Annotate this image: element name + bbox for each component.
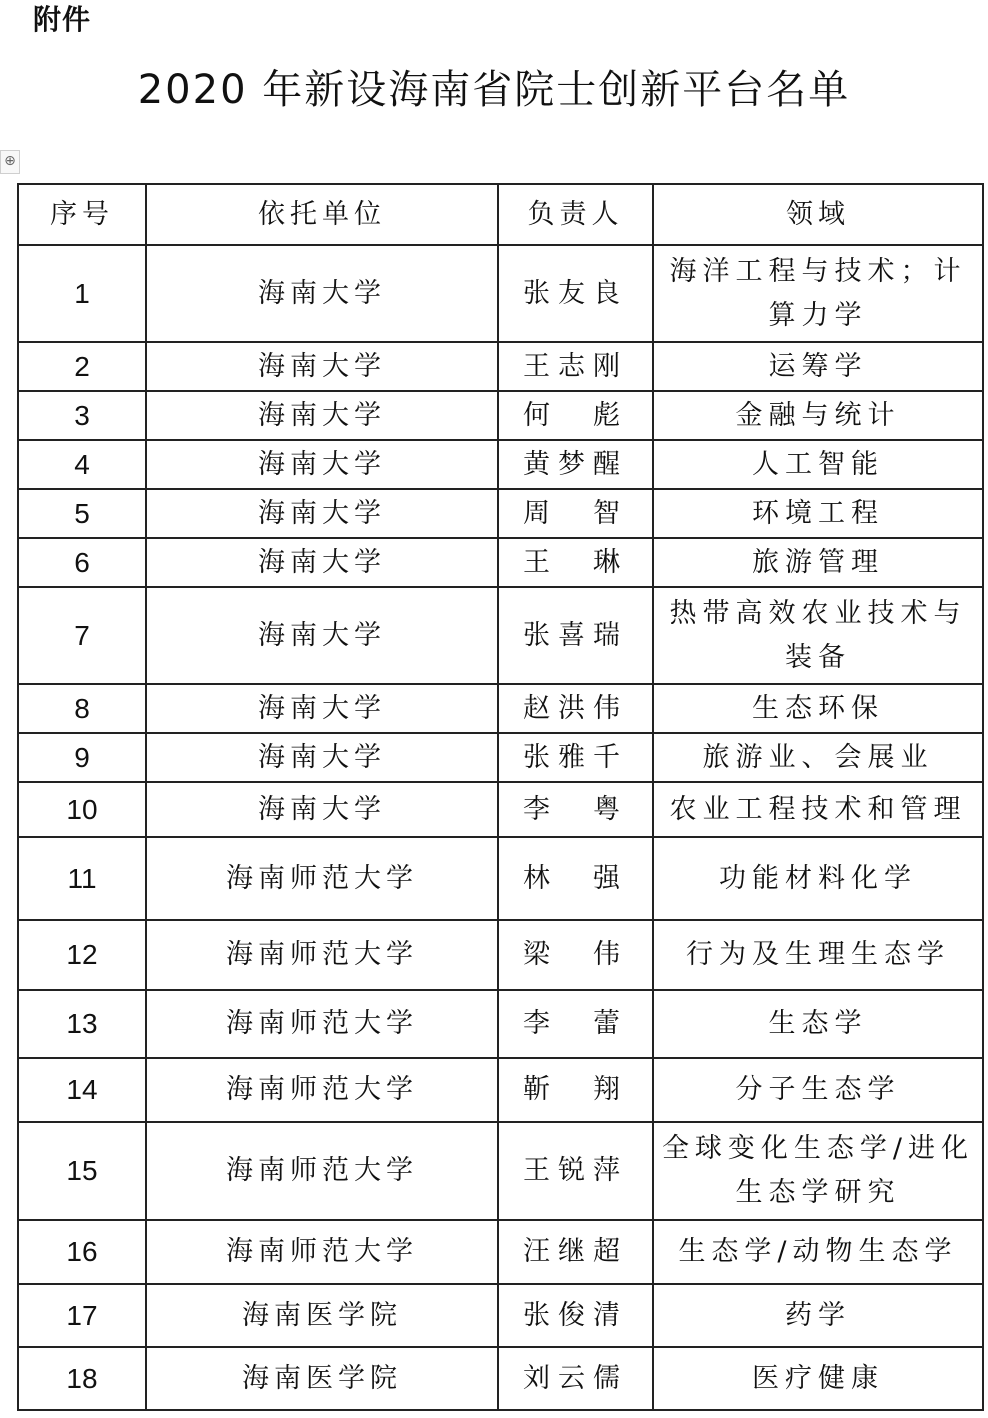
row-person: 张雅千 [498,733,653,782]
row-number: 5 [18,489,146,538]
header-field: 领域 [653,184,983,245]
row-unit: 海南大学 [146,391,498,440]
row-person: 汪继超 [498,1220,653,1284]
row-person: 靳 翔 [498,1058,653,1122]
row-number: 14 [18,1058,146,1122]
row-person: 刘云儒 [498,1347,653,1410]
row-person: 王志刚 [498,342,653,391]
table-row [18,920,983,990]
platform-list-table [17,183,984,1411]
document-title: 2020 年新设海南省院士创新平台名单 [137,67,851,113]
row-unit: 海南大学 [146,342,498,391]
row-field: 药学 [653,1284,983,1347]
table-row [18,391,983,440]
row-field: 海洋工程与技术；计算力学 [653,245,983,342]
row-number: 13 [18,990,146,1058]
row-person: 王 琳 [498,538,653,587]
row-number: 3 [18,391,146,440]
header-unit: 依托单位 [146,184,498,245]
row-field: 旅游业、会展业 [653,733,983,782]
table-row [18,440,983,489]
row-field: 行为及生理生态学 [653,920,983,990]
table-row [18,733,983,782]
row-number: 6 [18,538,146,587]
table-row [18,837,983,920]
row-field: 功能材料化学 [653,837,983,920]
row-unit: 海南大学 [146,489,498,538]
row-number: 1 [18,245,146,342]
row-person: 王锐萍 [498,1122,653,1220]
table-row [18,587,983,684]
table-row [18,782,983,837]
row-number: 12 [18,920,146,990]
row-field: 生态学/动物生态学 [653,1220,983,1284]
table-row [18,990,983,1058]
attachment-label: 附件 [33,3,92,36]
table-row [18,1284,983,1347]
row-unit: 海南师范大学 [146,990,498,1058]
row-person: 赵洪伟 [498,684,653,733]
row-field: 人工智能 [653,440,983,489]
table-row [18,1220,983,1284]
table-row [18,684,983,733]
row-field: 热带高效农业技术与装备 [653,587,983,684]
table-row [18,342,983,391]
row-person: 张俊清 [498,1284,653,1347]
row-field: 旅游管理 [653,538,983,587]
row-unit: 海南大学 [146,245,498,342]
row-person: 张友良 [498,245,653,342]
row-person: 林 强 [498,837,653,920]
row-person: 李 蕾 [498,990,653,1058]
row-field: 农业工程技术和管理 [653,782,983,837]
row-unit: 海南师范大学 [146,920,498,990]
row-person: 周 智 [498,489,653,538]
row-number: 8 [18,684,146,733]
row-field: 分子生态学 [653,1058,983,1122]
row-number: 18 [18,1347,146,1410]
table-row [18,1347,983,1410]
row-field: 环境工程 [653,489,983,538]
row-person: 李 粤 [498,782,653,837]
header-no: 序号 [18,184,146,245]
row-field: 运筹学 [653,342,983,391]
row-field: 医疗健康 [653,1347,983,1410]
row-unit: 海南大学 [146,782,498,837]
row-unit: 海南大学 [146,538,498,587]
row-number: 9 [18,733,146,782]
row-person: 黄梦醒 [498,440,653,489]
row-number: 7 [18,587,146,684]
row-unit: 海南大学 [146,440,498,489]
row-field: 生态环保 [653,684,983,733]
row-number: 4 [18,440,146,489]
row-unit: 海南师范大学 [146,1058,498,1122]
row-number: 11 [18,837,146,920]
table-move-handle-icon[interactable]: ⊕ [0,150,20,174]
table-row [18,1122,983,1220]
row-person: 何 彪 [498,391,653,440]
row-unit: 海南师范大学 [146,1122,498,1220]
row-unit: 海南师范大学 [146,837,498,920]
row-unit: 海南大学 [146,684,498,733]
header-person: 负责人 [498,184,653,245]
row-person: 张喜瑞 [498,587,653,684]
row-unit: 海南医学院 [146,1284,498,1347]
row-field: 生态学 [653,990,983,1058]
row-unit: 海南大学 [146,587,498,684]
row-number: 10 [18,782,146,837]
row-person: 梁 伟 [498,920,653,990]
row-unit: 海南大学 [146,733,498,782]
table-row [18,1058,983,1122]
row-number: 17 [18,1284,146,1347]
table-row [18,489,983,538]
row-field: 全球变化生态学/进化生态学研究 [653,1122,983,1220]
table-row [18,538,983,587]
row-number: 16 [18,1220,146,1284]
row-unit: 海南医学院 [146,1347,498,1410]
row-number: 2 [18,342,146,391]
row-number: 15 [18,1122,146,1220]
table-row [18,245,983,342]
row-unit: 海南师范大学 [146,1220,498,1284]
table-body [18,245,983,1410]
row-field: 金融与统计 [653,391,983,440]
table-header-row [18,184,983,245]
